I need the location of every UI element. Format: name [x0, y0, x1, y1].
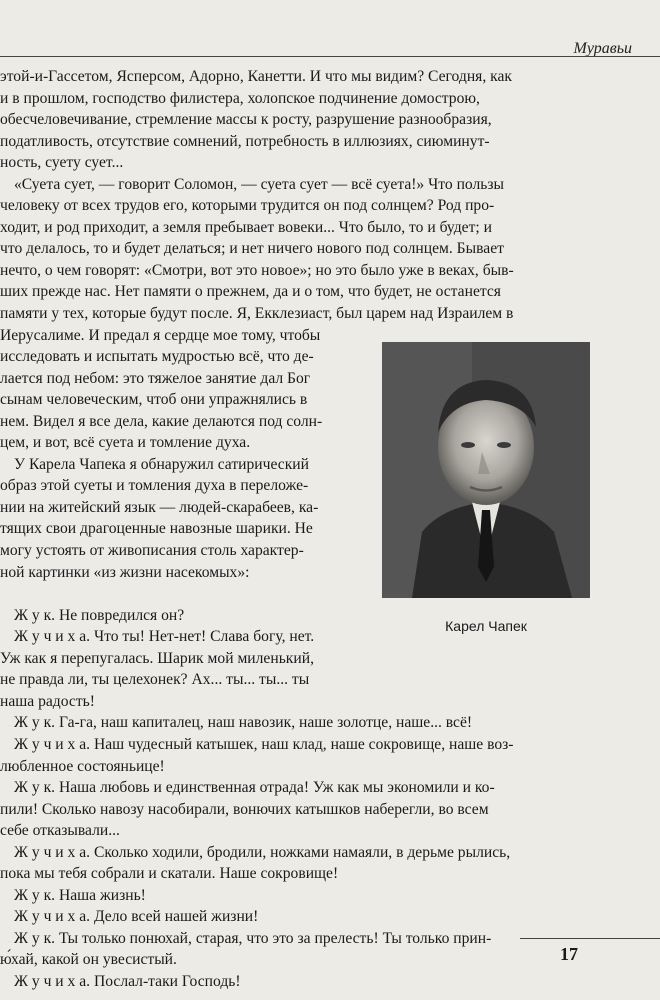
dialogue-line: Ж у ч и х а. Наш чудесный катышек, наш клад, наше сокровище, наше воз- [14, 735, 514, 753]
dialogue-line: Ж у к. Га-га, наш капиталец, наш навозик, наше золотце, наше... всё! [14, 714, 473, 732]
dialogue-line: Ж у к. Не повредился он? [14, 606, 185, 624]
text-line: нечто, о чем говорят: «Смотри, вот это новое»; но это было уже в веках, быв- [0, 261, 514, 279]
dialogue-line: Ж у к. Наша любовь и единственная отрада! Уж как мы экономили и ко- [14, 779, 495, 797]
dialogue-line: Ж у к. Наша жизнь! [14, 886, 146, 904]
text-line: обесчеловечивание, стремление массы к росту, разрушение разнообразия, [0, 111, 492, 129]
text-line: ших прежде нас. Нет памяти о прежнем, да и о том, что будет, не останется [0, 283, 501, 301]
text-line: ной картинки «из жизни насекомых»: [0, 563, 250, 581]
text-line: нии на житейский язык — людей-скарабеев, ка- [0, 498, 319, 516]
dialogue-line: Ж у к. Ты только понюхай, старая, что это за прелесть! Ты только прин- [14, 929, 492, 947]
footer-rule [520, 938, 660, 939]
text-line: этой-и-Гассетом, Ясперсом, Адорно, Канетти. И что мы видим? Сегодня, как [0, 68, 512, 85]
text-line: образ этой суеты и томления духа в переложе- [0, 477, 309, 495]
text-line: цем, и вот, всё суета и томление духа. [0, 434, 251, 452]
text-line: нем. Видел я все дела, какие делаются под солн- [0, 412, 323, 430]
text-line: исследовать и испытать мудростью всё, что де- [0, 348, 314, 366]
text-line: могу устоять от живописания столь характер- [0, 542, 304, 560]
dialogue-line: не правда ли, ты целехонек? Ах... ты... ты... ты [0, 671, 310, 689]
portrait-illustration [382, 342, 590, 598]
dialogue-line: себе отказывали... [0, 822, 120, 840]
text-line: сынам человеческим, чтоб они упражнялись в [0, 391, 308, 409]
text-line: ность, суету сует... [0, 154, 124, 172]
portrait-figure [382, 342, 590, 598]
text-line: и в прошлом, господство филистера, холопское подчинение домострою, [0, 89, 480, 107]
running-header-title: Муравьи [573, 40, 632, 57]
text-line: лается под небом: это тяжелое занятие дал Бог [0, 369, 311, 387]
text-line: У Карела Чапека я обнаружил сатирический [14, 455, 309, 473]
header-rule [0, 56, 660, 57]
text-line: тящих свои драгоценные навозные шарики. Не [0, 520, 313, 538]
dialogue-line: ю́хай, какой он увесистый. [0, 951, 177, 969]
portrait-caption: Карел Чапек [445, 618, 527, 634]
text-line: что делалось, то и будет делаться; и нет ничего нового под солнцем. Бывает [0, 240, 504, 258]
text-line: ходит, и род приходит, а земля пребывает вовеки... Что было, то и будет; и [0, 218, 492, 236]
dialogue-line: Ж у ч и х а. Сколько ходили, бродили, ножками намаяли, в дерьме рылись, [14, 843, 511, 861]
portrait-photo [382, 342, 590, 598]
dialogue-line: пили! Сколько навозу насобирали, вонючих катышков наберегли, во всем [0, 800, 489, 818]
dialogue-line: наша радость! [0, 692, 95, 710]
text-line: «Суета сует, — говорит Соломон, — суета сует — всё суета!» Что пользы [14, 175, 505, 193]
dialogue-line: Ж у ч и х а. Послал-таки Господь! [14, 972, 241, 990]
text-line: человеку от всех трудов его, которыми трудится он под солнцем? Род про- [0, 197, 495, 215]
text-line: Иерусалиме. И предал я сердце мое тому, чтобы [0, 326, 321, 344]
blank-line [0, 583, 372, 605]
dialogue-line: пока мы тебя собрали и скатали. Наше сокровище! [0, 865, 339, 883]
dialogue-line: Ж у ч и х а. Что ты! Нет-нет! Слава богу, нет. [14, 628, 315, 646]
text-line: податливость, отсутствие сомнений, потребность в иллюзиях, сиюминут- [0, 132, 490, 150]
text-line: памяти у тех, которые будут после. Я, Екклезиаст, был царем над Израилем в [0, 305, 514, 323]
dialogue-line: Ж у ч и х а. Дело всей нашей жизни! [14, 908, 259, 926]
dialogue-line: любленное состояньице! [0, 757, 165, 775]
dialogue-line: Уж как я перепугалась. Шарик мой миленький, [0, 649, 314, 667]
page-number: 17 [560, 944, 578, 964]
